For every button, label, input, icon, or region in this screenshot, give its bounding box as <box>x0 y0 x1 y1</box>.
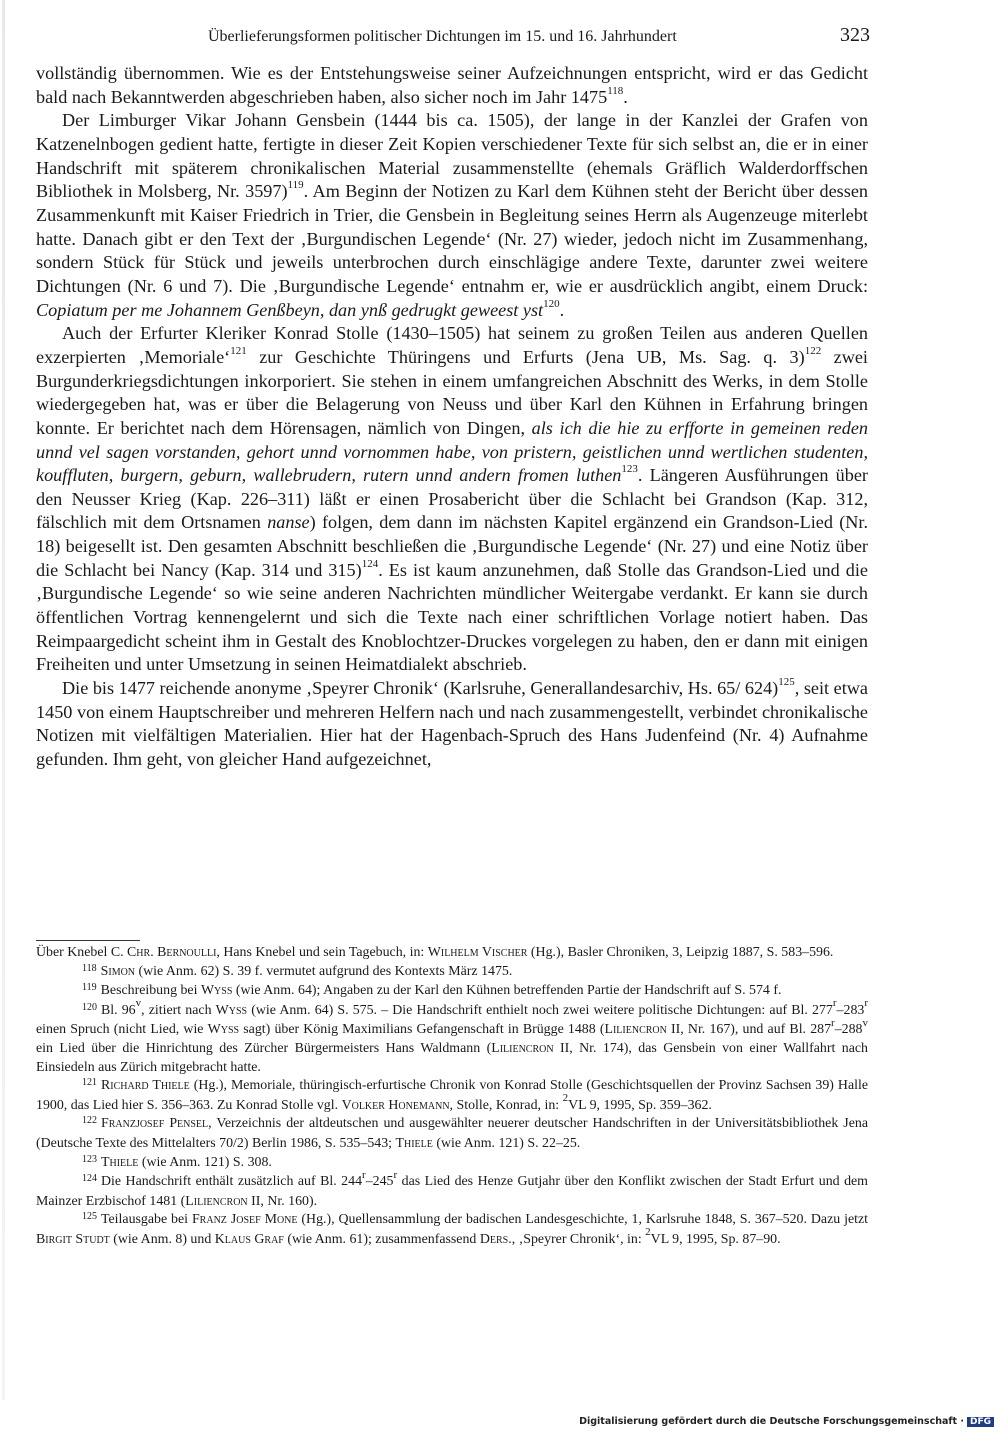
text-run: . Längeren Ausführungen über den Neusser Krieg (Kap. 226–311) läßt er einen Prosabericht über die Schlacht bei Grandson (Kap. 312, fälschlich mit dem Ortsnamen <box>36 465 868 533</box>
dfg-logo: DFG <box>967 1417 994 1427</box>
credit-text: Digitalisierung gefördert durch die Deutsche Forschungsgemeinschaft · <box>579 1416 964 1427</box>
text-run: Auch der Erfurter Kleriker Konrad Stolle (1430–1505) hat seinem zu großen Teilen aus anderen Quellen exzerpierten ‚Memoriale‘ <box>36 323 868 367</box>
footnote-123: $^{123}$ Thiele (wie Anm. 121) S. 308. <box>82 1153 272 1170</box>
text-run: . <box>623 86 628 107</box>
scan-edge <box>2 0 5 1400</box>
paragraph-1 <box>36 62 868 109</box>
footnote-118: $^{118}$ Simon (wie Anm. 62) S. 39 f. vermutet aufgrund des Kontexts März 1475. <box>82 962 513 979</box>
footnote-121: $^{121}$ Richard Thiele (Hg.), Memoriale, thüringisch-erfurtische Chronik von Konrad Stolle (Geschichtsquellen der Provinz Sachsen 39) Halle 1900, das Lied hier S. 356–363. Zu Konrad Stolle vgl. Volker Honemann, Stolle, Konrad, in: $^2$VL 9, 1995, Sp. 359–362. <box>36 1077 868 1113</box>
footnote-ref-125: 125 <box>778 676 795 688</box>
digitization-credit <box>579 1416 994 1427</box>
text-run: zwei Burgunderkriegsdichtungen inkorporiert. Sie stehen in einem umfangreichen Abschnitt des Werks, in dem Stolle wiedergegeben hat, was er über die Belagerung von Neuss und über Karl den Kühnen in Erfahrung bringen konnte. Er berichtet nach dem Hörensagen, nämlich von Dingen, <box>36 346 868 438</box>
footnote-ref-124: 124 <box>361 557 379 570</box>
running-title: Überlieferungsformen politischer Dichtungen im 15. und 16. Jahrhundert <box>208 28 677 45</box>
footnote-ref-120: 120 <box>543 297 560 310</box>
quotation: nanse <box>267 512 310 533</box>
text-run: Der Limburger Vikar Johann Gensbein (1444 bis ca. 1505), der lange in der Kanzlei der Grafen von Katzenelnbogen gedient hatte, fertigte in dieser Zeit Kopien verschiedener Texte für sich selbst an, die er in einer Handschrift mit späterem chronikalischen Material zusammenstellte (ehemals Gräflich Walderdorffschen Bibliothek in Molsberg, Nr. 3597) <box>36 110 868 202</box>
text-run: zur Geschichte Thüringens und Erfurts (Jena UB, Ms. Sag. q. 3) <box>246 346 805 367</box>
quotation: als ich die hie zu erfforte in gemeinen reden unnd vel sagen vorstanden, gehort unnd vornommen habe, von pristern, geistlichen unnd wertlichen studenten, kouffluten, burgern, geburn, wallebrudern, rutern unnd andern fromen luthen <box>36 417 868 486</box>
footnote-120: $^{120}$ Bl. 96$^v$, zitiert nach Wyss (wie Anm. 64) S. 575. – Die Handschrift enthielt noch zwei weitere politische Dichtungen: auf Bl. 277$^r$–283$^r$ einen Spruch (nicht Lied, wie Wyss sagt) über König Maximilians Gefangenschaft in Brügge 1488 (Liliencron II, Nr. 167), und auf Bl. 287$^r$–288$^v$ ein Lied über die Hinrichtung des Zürcher Bürgermeisters Hans Waldmann (Liliencron II, Nr. 174), das Gensbein von einer Wallfahrt nach Einsiedeln aus Zürich mitgebracht hatte. <box>36 997 868 1075</box>
paragraph-2 <box>36 109 868 322</box>
footnote-125: $^{125}$ Teilausgabe bei Franz Josef Mone (Hg.), Quellensammlung der badischen Landesgeschichte, 1, Karlsruhe 1848, S. 367–520. Dazu jetzt Birgit Studt (wie Anm. 8) und Klaus Graf (wie Anm. 61); zusammenfassend Ders., ‚Speyrer Chronik‘, in: $^2$VL 9, 1995, Sp. 87–90. <box>36 1211 869 1247</box>
footnote-rule <box>36 940 140 941</box>
text-run: . Am Beginn der Notizen zu Karl dem Kühnen steht der Bericht über dessen Zusammenkunft mit Kaiser Friedrich in Trier, die Gensbein in Begleitung seines Herrn als Augenzeuge miterlebt hatte. Danach gibt er den Text der ‚Burgundischen Legende‘ (Nr. 27) wieder, jedoch nicht im Zusammenhang, sondern Stück für Stück und jeweils unterbrochen durch einschlägige andere Texte, darunter zwei weitere Dichtungen (Nr. 6 und 7). Die ‚Burgundische Legende‘ entnahm er, wie er ausdrücklich angibt, einem Druck: <box>36 181 868 296</box>
quotation: Copiatum per me Johannem Genßbeyn, dan ynß gedrugkt geweest yst <box>36 299 544 320</box>
text-run: , seit etwa 1450 von einem Hauptschreiber und mehreren Helfern nach und nach zusammengestellt, verbindet chronikalische Notizen mit vielfältigen Materialien. Hier hat der Hagenbach-Spruch des Hans Judenfeind (Nr. 4) Aufnahme gefunden. Ihm geht, von gleicher Hand aufgezeichnet, <box>36 678 868 770</box>
paragraph-4 <box>36 677 868 772</box>
footnote-119: $^{119}$ Beschreibung bei Wyss (wie Anm. 64); Angaben zu der Karl den Kühnen betreffenden Partie der Handschrift auf S. 574 f. <box>82 982 782 999</box>
text-run: Die bis 1477 reichende anonyme ‚Speyrer Chronik‘ (Karlsruhe, Generallandesarchiv, Hs. 65/ 624) <box>62 678 779 699</box>
text-run: . <box>559 299 565 320</box>
footnote-ref-122: 122 <box>804 344 822 357</box>
footnote-ref-119: 119 <box>287 179 304 192</box>
main-text <box>36 62 868 772</box>
footnote-122: $^{122}$ Franzjosef Pensel, Verzeichnis der altdeutschen und ausgewählter neuerer deutscher Handschriften in der Universitätsbibliothek Jena (Deutsche Texte des Mittelalters 70/2) Berlin 1986, S. 535–543; Thiele (wie Anm. 121) S. 22–25. <box>36 1115 868 1151</box>
text-run: . Es ist kaum anzunehmen, daß Stolle das Grandson-Lied und die ‚Burgundische Legende‘ so wie seine anderen Nachrichten mündlicher Weitergabe verdankt. Er kann sie durch öffentlichen Vortrag kennengelernt und sich die Texte nach einer schriftlichen Vorlage notiert haben. Das Reimpaargedicht scheint ihm in Gestalt des Knoblochtzer-Druckes vorgelegen zu haben, den er dann mit einigen Freiheiten und unter Umsetzung in seinen Heimatdialekt abschrieb. <box>36 559 868 675</box>
text-run: vollständig übernommen. Wie es der Entstehungsweise seiner Aufzeichnungen entspricht, wird er das Gedicht bald nach Bekanntwerden abgeschrieben haben, also sicher noch im Jahr 1475 <box>36 63 868 107</box>
footnote-ref-121: 121 <box>230 344 247 357</box>
page-number: 323 <box>840 24 870 46</box>
footnote-ref-123: 123 <box>621 463 638 476</box>
footnote-continuation: Über Knebel C. Chr. Bernoulli, Hans Knebel und sein Tagebuch, in: Wilhelm Vischer (Hg.), Basler Chroniken, 3, Leipzig 1887, S. 583–596. <box>36 945 834 960</box>
footnote-ref-118: 118 <box>607 84 624 97</box>
text-run: ) folgen, dem dann im nächsten Kapitel ergänzend ein Grandson-Lied (Nr. 18) beigesellt ist. Den gesamten Abschnitt beschließen die ‚Burgundische Legende‘ (Nr. 27) und eine Notiz über die Schlacht bei Nancy (Kap. 314 und 315) <box>36 512 868 580</box>
page-header <box>36 22 870 50</box>
paragraph-3 <box>36 322 868 677</box>
footnotes <box>36 944 868 1250</box>
footnote-124: $^{124}$ Die Handschrift enthält zusätzlich auf Bl. 244$^r$–245$^r$ das Lied des Henze Gutjahr über den Konflikt zwischen der Stadt Erfurt und dem Mainzer Erzbischof 1481 (Liliencron II, Nr. 160). <box>36 1168 868 1209</box>
